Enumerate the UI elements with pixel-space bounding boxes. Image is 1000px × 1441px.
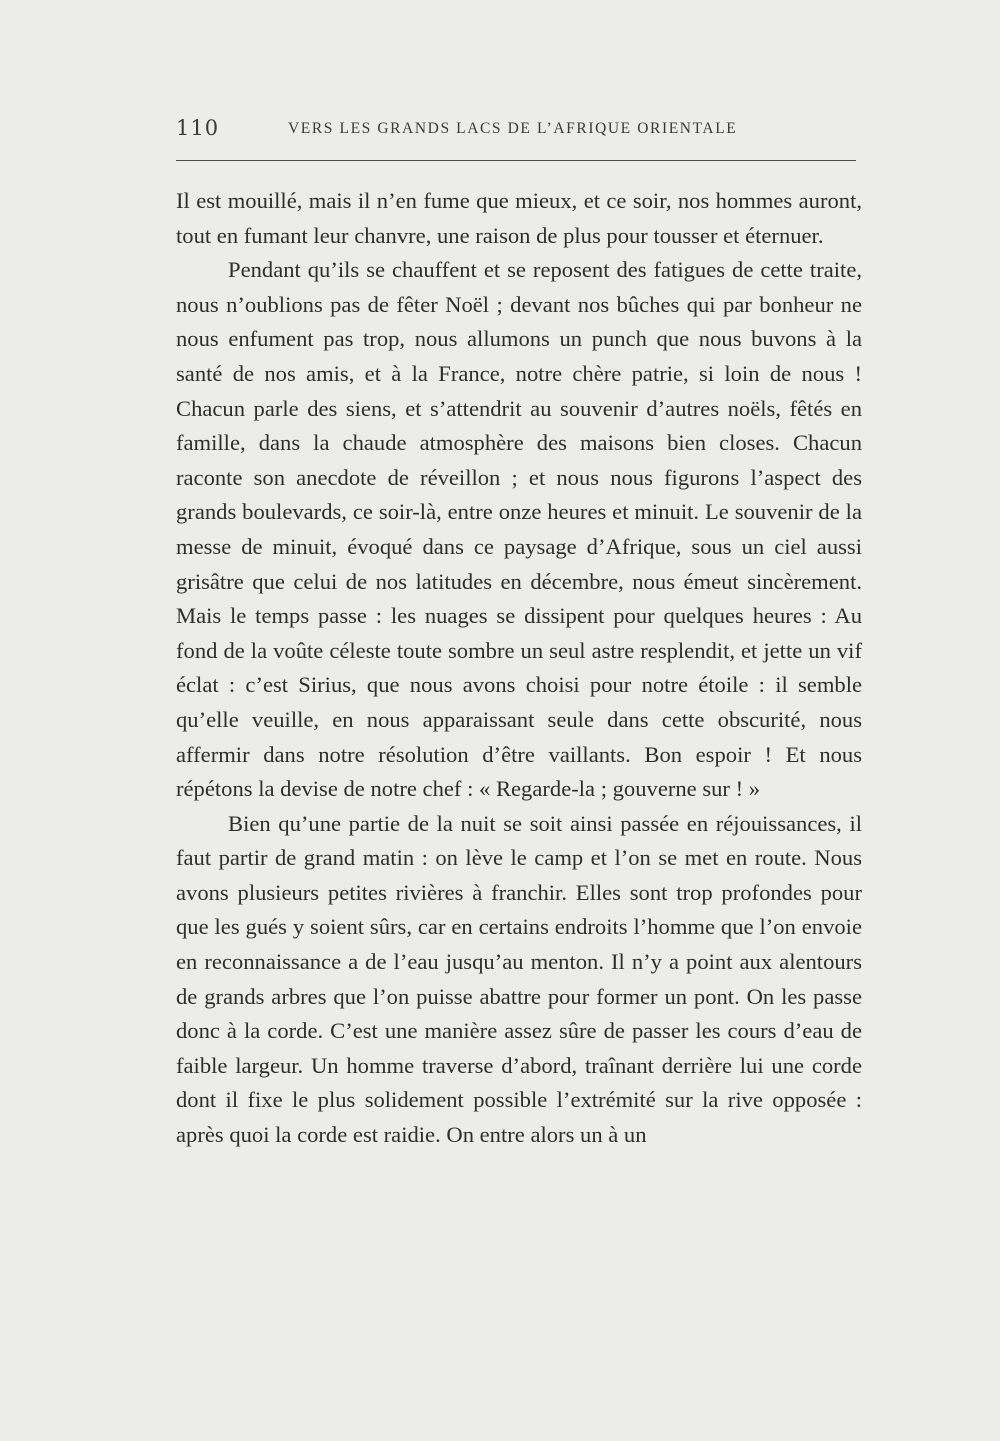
header-rule xyxy=(176,160,856,161)
page-header xyxy=(176,116,860,146)
paragraph-noel: Pendant qu’ils se chauffent et se reposent des fatigues de cette traite, nous n’oublions pas de fêter Noël ; devant nos bûches qui par bonheur ne nous enfument pas trop, nous allumons un punch que nous buvons à la santé de nos amis, et à la France, notre chère patrie, si loin de nous ! Chacun parle des siens, et s’attendrit au souvenir d’autres noëls, fêtés en famille, dans la chaude atmosphère des maisons bien closes. Chacun raconte son anecdote de réveillon ; et nous nous figurons l’aspect des grands boulevards, ce soir-là, entre onze heures et minuit. Le souvenir de la messe de minuit, évoqué dans ce paysage d’Afrique, sous un ciel aussi grisâtre que celui de nos latitudes en décembre, nous émeut sincèrement. Mais le temps passe : les nuages se dissipent pour quelques heures : Au fond de la voûte céleste toute sombre un seul astre resplendit, et jette un vif éclat : c’est Sirius, que nous avons choisi pour notre étoile : il semble qu’elle veuille, en nous apparaissant seule dans cette obscurité, nous affermir dans notre résolution d’être vaillants. Bon espoir ! Et nous répétons la devise de notre chef : « Regarde-la ; gouverne sur ! » xyxy=(176,257,862,802)
paragraph-departure: Bien qu’une partie de la nuit se soit ainsi passée en réjouissances, il faut partir de grand matin : on lève le camp et l’on se met en route. Nous avons plusieurs petites rivières à franchir. Elles sont trop profondes pour que les gués y soient sûrs, car en certains endroits l’homme que l’on envoie en reconnaissance a de l’eau jusqu’au menton. Il n’y a point aux alentours de grands arbres que l’on puisse abattre pour former un pont. On les passe donc à la corde. C’est une manière assez sûre de passer les cours d’eau de faible largeur. Un homme traverse d’abord, traînant derrière lui une corde dont il fixe le plus solidement possible l’extrémité sur la rive opposée : après quoi la corde est raidie. On entre alors un à un xyxy=(176,810,862,1148)
body-text xyxy=(176,184,862,1153)
running-title: VERS LES GRANDS LACS DE L’AFRIQUE ORIENTALE xyxy=(288,120,738,137)
paragraph-continuation: Il est mouillé, mais il n’en fume que mieux, et ce soir, nos hommes auront, tout en fumant leur chanvre, une raison de plus pour tousser et éternuer. xyxy=(176,188,862,248)
page-number: 110 xyxy=(176,116,220,140)
